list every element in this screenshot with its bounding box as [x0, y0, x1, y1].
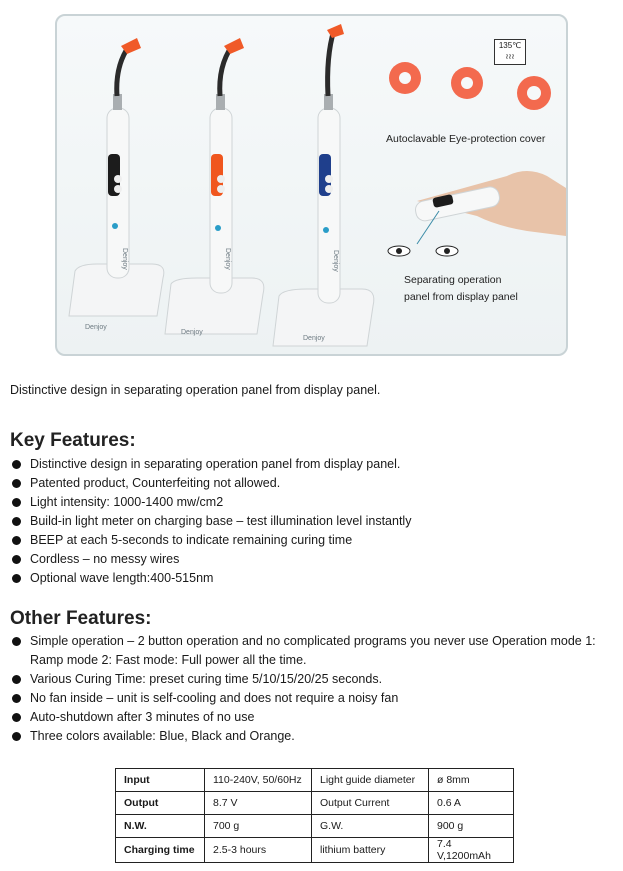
- list-item: BEEP at each 5-seconds to indicate remaining curing time: [10, 531, 620, 550]
- key-features-list: [10, 455, 620, 588]
- list-item: No fan inside – unit is self-cooling and does not require a noisy fan: [10, 689, 620, 708]
- key-features-heading: Key Features:: [10, 430, 136, 451]
- list-item: Patented product, Counterfeiting not allowed.: [10, 474, 620, 493]
- table-row: [116, 838, 514, 863]
- spec-key: Light guide diameter: [312, 769, 429, 792]
- spec-key: N.W.: [116, 815, 205, 838]
- list-item: Build-in light meter on charging base – test illumination level instantly: [10, 512, 620, 531]
- spec-key: Input: [116, 769, 205, 792]
- table-row: [116, 815, 514, 838]
- autoclave-temp-badge: 135℃ ≀≀≀: [494, 39, 526, 65]
- intro-text: Distinctive design in separating operation panel from display panel.: [10, 383, 381, 397]
- list-item: Light intensity: 1000-1400 mw/cm2: [10, 493, 620, 512]
- spec-value: 110-240V, 50/60Hz: [205, 769, 312, 792]
- eye-cover-caption: Autoclavable Eye-protection cover: [386, 133, 546, 145]
- panel-caption-line1: Separating operation: [404, 274, 502, 286]
- spec-value: 8.7 V: [205, 792, 312, 815]
- table-row: [116, 769, 514, 792]
- product-illustration: [57, 16, 566, 354]
- spec-key: lithium battery: [312, 838, 429, 863]
- spec-value: 0.6 A: [429, 792, 514, 815]
- brand-label-1: Denjoy: [121, 248, 128, 270]
- table-row: [116, 792, 514, 815]
- spec-value: 2.5-3 hours: [205, 838, 312, 863]
- brand-label-3: Denjoy: [332, 250, 339, 272]
- base-brand-label-2: Denjoy: [181, 329, 203, 336]
- product-photo-panel: [55, 14, 568, 356]
- other-features-heading: Other Features:: [10, 608, 152, 629]
- spec-value: 700 g: [205, 815, 312, 838]
- brand-label-2: Denjoy: [224, 248, 231, 270]
- base-brand-label-1: Denjoy: [85, 324, 107, 331]
- spec-key: Charging time: [116, 838, 205, 863]
- list-item: Distinctive design in separating operation panel from display panel.: [10, 455, 620, 474]
- spec-value: 900 g: [429, 815, 514, 838]
- list-item: Simple operation – 2 button operation and no complicated programs you never use Operation mode 1: Ramp mode 2: Fast mode: Full power all the time.: [10, 632, 620, 670]
- list-item: Various Curing Time: preset curing time 5/10/15/20/25 seconds.: [10, 670, 620, 689]
- spec-key: G.W.: [312, 815, 429, 838]
- spec-key: Output: [116, 792, 205, 815]
- other-features-list: [10, 632, 620, 746]
- panel-caption-line2: panel from display panel: [404, 291, 518, 303]
- base-brand-label-3: Denjoy: [303, 335, 325, 342]
- list-item: Cordless – no messy wires: [10, 550, 620, 569]
- spec-table: [115, 768, 514, 863]
- list-item: Auto-shutdown after 3 minutes of no use: [10, 708, 620, 727]
- spec-key: Output Current: [312, 792, 429, 815]
- spec-value: ø 8mm: [429, 769, 514, 792]
- list-item: Optional wave length:400-515nm: [10, 569, 620, 588]
- list-item: Three colors available: Blue, Black and Orange.: [10, 727, 620, 746]
- spec-value: 7.4 V,1200mAh: [429, 838, 514, 863]
